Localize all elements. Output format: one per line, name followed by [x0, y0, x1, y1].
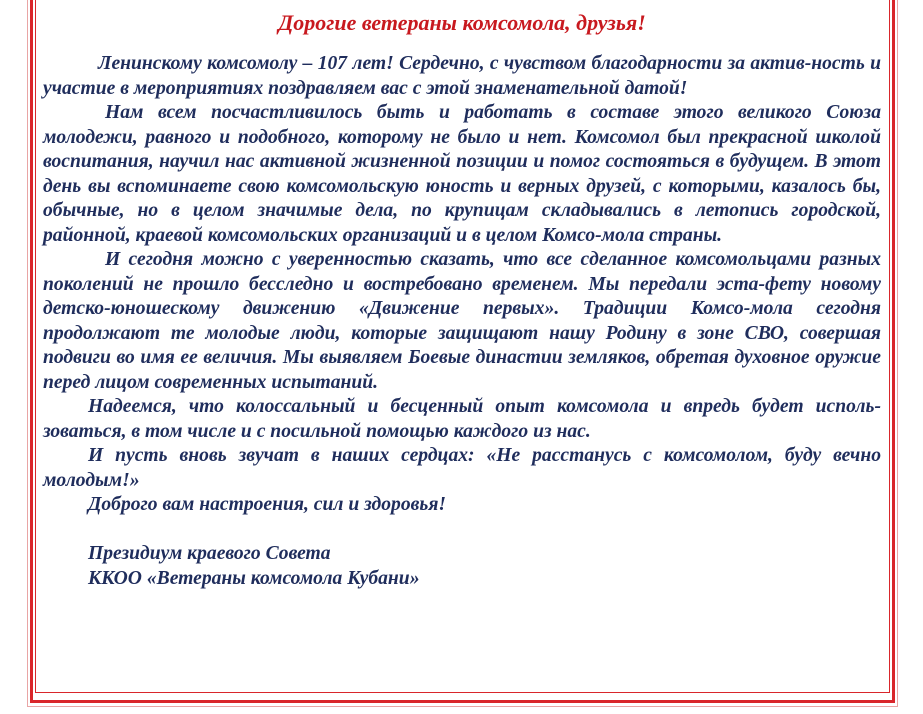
paragraph-wishes: Доброго вам настроения, сил и здоровья!	[88, 494, 447, 515]
signature-line-1: Президиум краевого Совета	[88, 543, 331, 564]
paragraph-anniversary: Ленинскому комсомолу – 107 лет! Сердечно, с чувством благодарности за актив-ность и участие в мероприятиях поздравляем вас с этой знаменательной датой!	[43, 53, 881, 99]
paragraph-union: Нам всем посчастливилось быть и работать в составе этого великого Союза молодежи, равного и подобного, которому не было и нет. Комсомол был прекрасной школой воспитания, научил нас активной жизненной позиции и помог состояться в будущем. В этот день вы вспоминаете свою комсомольскую юность и верных друзей, с которыми, казалось бы, обычные, но в целом значимые дела, по крупицам складывались в летопись городской, районной, краевой комсомольских организаций и в целом Комсо-мола страны.	[43, 102, 881, 246]
letter-title: Дорогие ветераны комсомола, друзья!	[278, 10, 646, 35]
letter	[43, 8, 881, 591]
paragraph-today: И сегодня можно с уверенностью сказать, что все сделанное комсомольцами разных поколений не прошло бесследно и востребовано временем. Мы передали эста-фету новому детско-юношескому движению «Движение первых». Традиции Комсо-мола сегодня продолжают те молодые люди, которые защищают нашу Родину в зоне СВО, совершая подвиги во имя ее величия. Мы выявляем Боевые династии земляков, обретая духовное оружие перед лицом современных испытаний.	[43, 249, 881, 393]
paragraph-song: И пусть вновь звучат в наших сердцах: «Не расстанусь с комсомолом, буду вечно молодым!»	[43, 445, 881, 491]
signature-line-2: ККОО «Ветераны комсомола Кубани»	[88, 567, 420, 589]
paragraph-experience: Надеемся, что колоссальный и бесценный опыт комсомола и впредь будет исполь-зоваться, в том числе и с посильной помощью каждого из нас.	[43, 396, 881, 442]
signature	[43, 542, 881, 591]
